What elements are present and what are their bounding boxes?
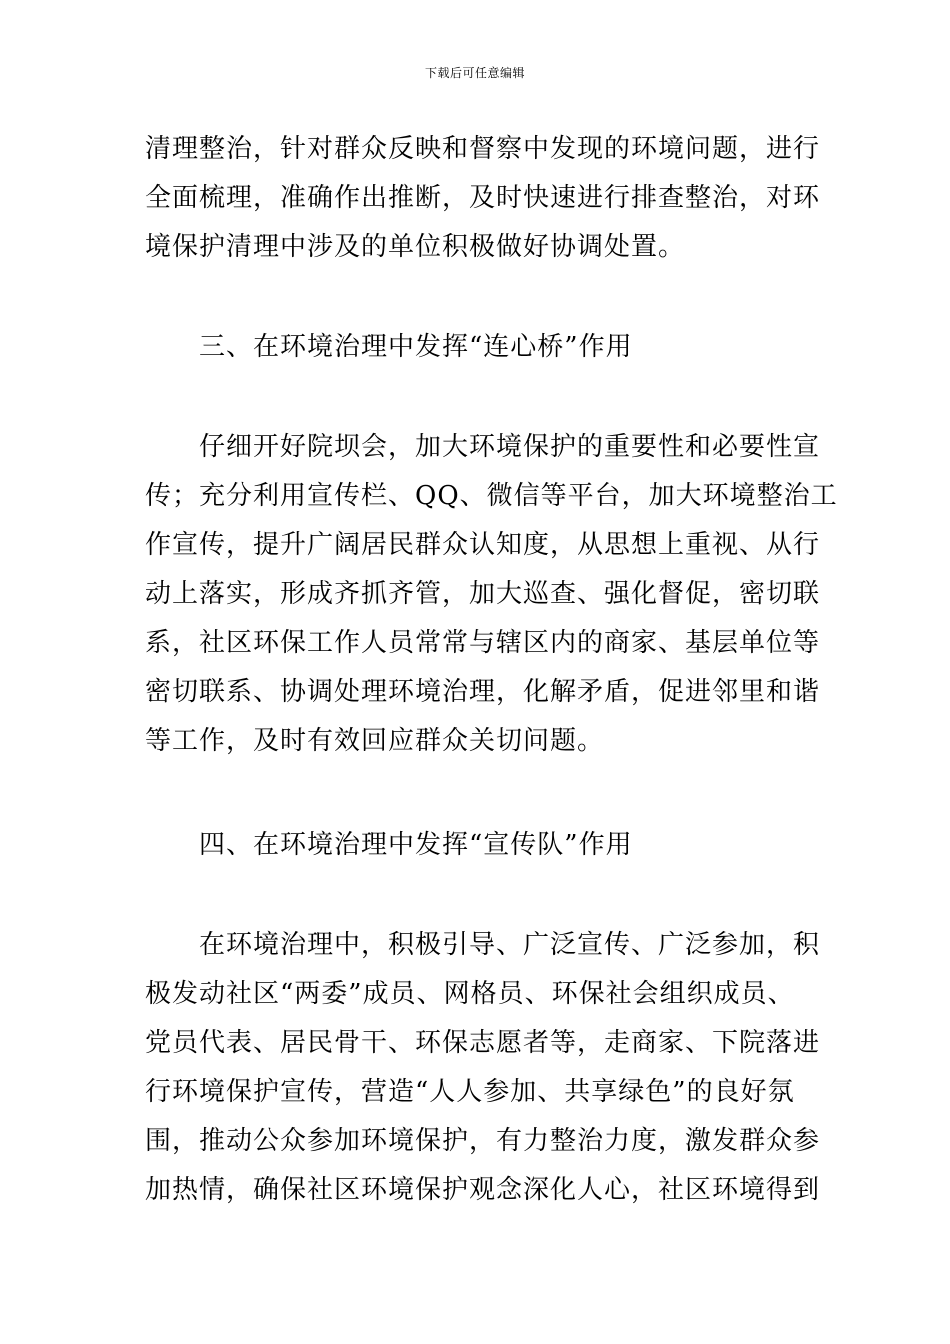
page-header-note: 下载后可任意编辑 xyxy=(424,66,525,80)
paragraph-line: 行环境保护宣传，营造“人人参加、共享绿色”的良好氛 xyxy=(145,1077,795,1107)
paragraph-line: 党员代表、居民骨干、环保志愿者等，走商家、下院落进 xyxy=(145,1028,821,1058)
section-heading-4 xyxy=(145,821,807,870)
paragraph-line: 作宣传，提升广阔居民群众认知度，从思想上重视、从行 xyxy=(145,530,821,560)
paragraph-line: 仔细开好院坝会，加大环境保护的重要性和必要性宣 xyxy=(199,432,821,462)
paragraph-line: 境保护清理中涉及的单位积极做好协调处置。 xyxy=(145,232,686,262)
paragraph-line: 传；充分利用宣传栏、QQ、微信等平台，加大环境整治工 xyxy=(145,481,838,511)
paragraph-line: 围，推动公众参加环境保护，有力整治力度，激发群众参 xyxy=(145,1126,821,1156)
paragraph-line: 极发动社区“两委”成员、网格员、环保社会组织成员、 xyxy=(145,979,795,1009)
section-heading-3 xyxy=(145,323,807,372)
paragraph-line: 动上落实，形成齐抓齐管，加大巡查、强化督促，密切联 xyxy=(145,579,821,609)
paragraph-line: 清理整治，针对群众反映和督察中发现的环境问题，进行 xyxy=(145,134,821,164)
heading-text: 三、在环境治理中发挥“连心桥”作用 xyxy=(199,332,633,362)
paragraph-line: 全面梳理，准确作出推断，及时快速进行排查整治，对环 xyxy=(145,183,821,213)
paragraph-3 xyxy=(145,921,821,1215)
paragraph-line: 等工作，及时有效回应群众关切问题。 xyxy=(145,726,605,756)
paragraph-line: 系，社区环保工作人员常常与辖区内的商家、基层单位等 xyxy=(145,628,821,658)
heading-text: 四、在环境治理中发挥“宣传队”作用 xyxy=(199,830,633,860)
paragraph-line: 在环境治理中，积极引导、广泛宣传、广泛参加，积 xyxy=(199,930,821,960)
paragraph-1 xyxy=(145,125,821,272)
paragraph-2 xyxy=(145,423,838,766)
paragraph-line: 加热情，确保社区环境保护观念深化人心，社区环境得到 xyxy=(145,1175,821,1205)
paragraph-line: 密切联系、协调处理环境治理，化解矛盾，促进邻里和谐 xyxy=(145,677,821,707)
